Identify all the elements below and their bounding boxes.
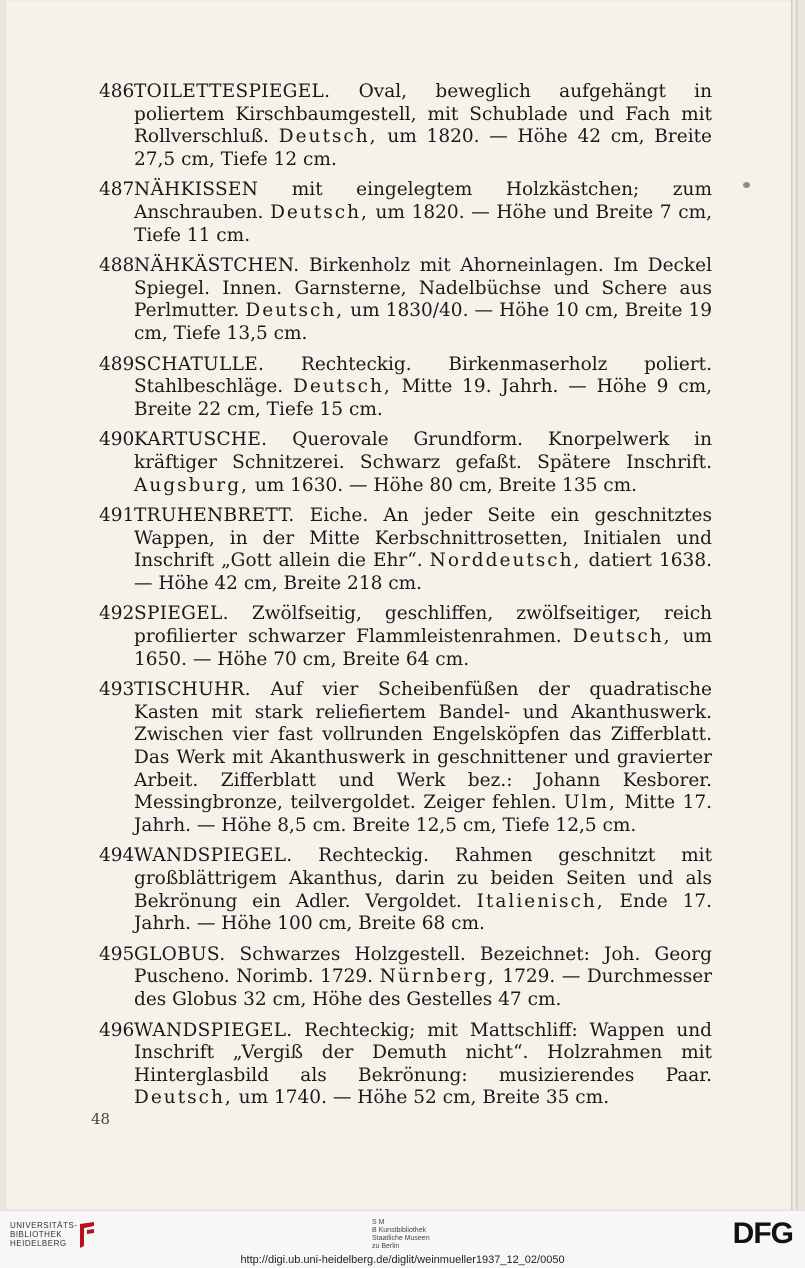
entry-title: TISCHUHR. — [134, 679, 251, 701]
entry-origin: Deutsch, — [572, 626, 672, 648]
catalog-entry-487 — [6, 179, 712, 247]
entry-description: mit eingelegtem Holzkästchen; zum Anschrauben. — [134, 179, 712, 223]
digitization-footer — [0, 1210, 805, 1268]
catalog-entry-491 — [6, 505, 712, 595]
scanned-page — [6, 0, 798, 1210]
entry-number: 487 — [99, 179, 135, 201]
entry-number: 496 — [99, 1019, 135, 1041]
entry-number: 494 — [99, 845, 135, 867]
entry-title: TOILETTESPIEGEL. — [134, 81, 331, 102]
entry-title: SCHATULLE. — [134, 353, 265, 375]
entry-number: 495 — [99, 943, 135, 965]
heidelberg-logo-icon[interactable] — [76, 1220, 98, 1250]
entry-number: 490 — [99, 429, 135, 451]
stamp-line: zu Berlin — [372, 1243, 400, 1250]
university-line: HEIDELBERG — [10, 1239, 67, 1248]
entry-details: Mitte 19. Jahrh. — Höhe 9 cm, Breite 22 cm, Tiefe 15 cm. — [134, 376, 712, 420]
entry-description: Birkenholz mit Ahorneinlagen. Im Deckel Spiegel. Innen. Garnsterne, Nadelbüchse und Schere aus Perlmutter. — [134, 255, 712, 322]
entry-origin: Deutsch, — [293, 376, 392, 398]
stamp-line: S M — [372, 1219, 385, 1226]
entry-description: Oval, beweglich aufgehängt in poliertem Kirschbaumgestell, mit Schublade und Fach mit Rollverschluß. — [134, 81, 712, 148]
entry-origin: Nürnberg, — [379, 966, 496, 988]
catalog-entry-489 — [6, 354, 712, 422]
stamp-line: B Kunstbibliothek — [372, 1227, 427, 1234]
entry-description: Zwölfseitig, geschliffen, zwölfseitiger, reich profilierter schwarzer Flammleistenrahmen. — [134, 603, 712, 648]
entry-details: um 1740. — Höhe 52 cm, Breite 35 cm. — [232, 1087, 610, 1109]
permalink-url[interactable]: http://digi.ub.uni-heidelberg.de/diglit/weinmueller1937_12_02/0050 — [240, 1254, 565, 1266]
entry-origin: Deutsch, — [278, 126, 378, 148]
entry-number: 489 — [99, 353, 135, 375]
entry-origin: Deutsch, — [245, 300, 345, 322]
catalog-entries — [6, 81, 798, 1118]
entry-details: um 1650. — Höhe 70 cm, Breite 64 cm. — [134, 626, 712, 670]
entry-number: 491 — [99, 505, 135, 527]
catalog-entry-486 — [6, 81, 712, 171]
university-line: BIBLIOTHEK — [10, 1230, 63, 1239]
entry-details: um 1630. — Höhe 80 cm, Breite 135 cm. — [248, 474, 638, 496]
entry-details: datiert 1638. — Höhe 42 cm, Breite 218 cm. — [134, 550, 712, 594]
entry-details: um 1820. — Höhe 42 cm, Breite 27,5 cm, Tiefe 12 cm. — [134, 126, 712, 170]
entry-title: SPIEGEL. — [134, 603, 229, 625]
entry-title: WANDSPIEGEL. — [134, 845, 293, 867]
stamp-line: Staatliche Museen — [372, 1235, 430, 1242]
university-library-label[interactable] — [10, 1221, 77, 1248]
kunstbibliothek-stamp — [372, 1219, 430, 1251]
entry-title: KARTUSCHE. — [134, 429, 268, 451]
entry-number: 486 — [99, 81, 135, 102]
university-line: UNIVERSITÄTS- — [10, 1221, 78, 1230]
entry-origin: Augsburg, — [134, 474, 249, 496]
entry-description: Rechteckig. Rahmen geschnitzt mit großblättrigem Akanthus, darin zu beiden Seiten und als Bekrönung ein Adler. Vergoldet. — [134, 845, 712, 912]
catalog-entry-495 — [6, 944, 712, 1012]
catalog-entry-496 — [6, 1020, 712, 1110]
entry-title: NÄHKISSEN — [134, 179, 259, 201]
entry-title: WANDSPIEGEL. — [134, 1019, 293, 1041]
catalog-entry-490 — [6, 429, 712, 497]
entry-origin: Norddeutsch, — [429, 550, 582, 572]
entry-origin: Deutsch, — [270, 201, 369, 223]
entry-description: Auf vier Scheibenfüßen der quadratische Kasten mit stark reliefiertem Bandel- und Akanthuswerk. Zwischen vier fast vollrunden Engelsköpfen das Zifferblatt. Das Werk mit Akanthuswerk in geschnittener und gravierter Arbeit. Zifferblatt und Werk bez.: Johann Kesborer. Messingbronze, teilvergoldet. Zeiger fehlen. — [134, 679, 712, 814]
entry-details: Ende 17. Jahrh. — Höhe 100 cm, Breite 68 cm. — [134, 890, 712, 935]
entry-description: Rechteckig. Birkenmaserholz poliert. Stahlbeschläge. — [134, 353, 712, 398]
entry-title: NÄHKÄSTCHEN. — [134, 255, 300, 277]
entry-origin: Italienisch, — [476, 890, 605, 912]
dfg-logo[interactable]: DFG — [732, 1217, 793, 1250]
page-number: 48 — [91, 1110, 111, 1128]
entry-number: 493 — [99, 679, 135, 701]
entry-origin: Deutsch, — [134, 1087, 233, 1109]
catalog-entry-494 — [6, 845, 712, 935]
entry-details: um 1830/40. — Höhe 10 cm, Breite 19 cm, Tiefe 13,5 cm. — [134, 300, 712, 344]
entry-title: TRUHENBRETT. — [134, 505, 295, 527]
entry-description: Rechteckig; mit Mattschliff: Wappen und Inschrift „Vergiß der Demuth nicht“. Holzrahmen mit Hinterglasbild als Bekrönung: musizierendes Paar. — [134, 1019, 712, 1086]
catalog-entry-493 — [6, 679, 712, 837]
entry-description: Eiche. An jeder Seite ein geschnitztes Wappen, in der Mitte Kerbschnittrosetten, Initialen und Inschrift „Gott allein die Ehr“. — [134, 505, 712, 572]
entry-details: um 1820. — Höhe und Breite 7 cm, Tiefe 11 cm. — [134, 201, 712, 246]
entry-title: GLOBUS. — [134, 943, 226, 965]
entry-origin: Ulm, — [564, 792, 617, 814]
entry-description: Querovale Grundform. Knorpelwerk in kräftiger Schnitzerei. Schwarz gefaßt. Spätere Inschrift. — [134, 429, 712, 473]
entry-number: 488 — [99, 255, 135, 277]
catalog-entry-492 — [6, 603, 712, 671]
entry-description: Schwarzes Holzgestell. Bezeichnet: Joh. Georg Puscheno. Norimb. 1729. — [134, 943, 712, 988]
catalog-entry-488 — [6, 255, 712, 345]
entry-details: 1729. — Durchmesser des Globus 32 cm, Höhe des Gestelles 47 cm. — [134, 966, 712, 1010]
entry-number: 492 — [99, 603, 135, 625]
entry-details: Mitte 17. Jahrh. — Höhe 8,5 cm. Breite 12,5 cm, Tiefe 12,5 cm. — [134, 792, 713, 836]
